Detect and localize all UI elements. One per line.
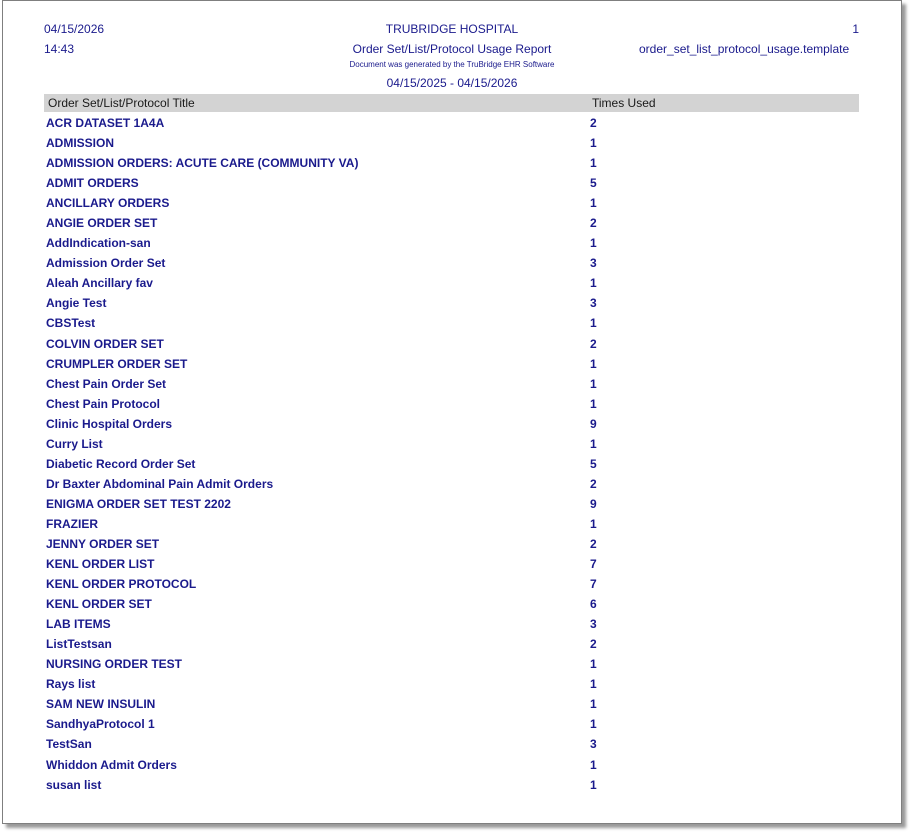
- row-title: Admission Order Set: [46, 256, 166, 271]
- table-row: [3, 314, 901, 334]
- template-name: order_set_list_protocol_usage.template: [639, 42, 850, 56]
- row-times-used: 1: [590, 136, 597, 151]
- table-row: [3, 535, 901, 555]
- row-title: CRUMPLER ORDER SET: [46, 356, 188, 371]
- table-row: [3, 515, 901, 535]
- row-title: ADMIT ORDERS: [46, 176, 139, 191]
- row-times-used: 1: [590, 156, 597, 171]
- row-title: SandhyaProtocol 1: [46, 717, 155, 732]
- table-row: [3, 455, 901, 475]
- row-times-used: 2: [590, 536, 597, 551]
- table-row: [3, 435, 901, 455]
- row-times-used: 3: [590, 617, 597, 632]
- row-times-used: 1: [590, 376, 597, 391]
- row-title: Clinic Hospital Orders: [46, 416, 173, 431]
- row-times-used: 1: [590, 757, 597, 772]
- row-times-used: 2: [590, 216, 597, 231]
- row-title: ANCILLARY ORDERS: [46, 196, 170, 211]
- table-row: [3, 395, 901, 415]
- row-times-used: 1: [590, 236, 597, 251]
- table-row: [3, 114, 901, 134]
- row-times-used: 2: [590, 116, 597, 130]
- row-times-used: 1: [590, 677, 597, 692]
- row-times-used: 1: [590, 196, 597, 211]
- row-times-used: 1: [590, 697, 597, 712]
- row-title: Dr Baxter Abdominal Pain Admit Orders: [46, 476, 274, 491]
- row-title: Aleah Ancillary fav: [46, 276, 153, 291]
- row-times-used: 3: [590, 737, 597, 752]
- table-row: [3, 214, 901, 234]
- row-title: Chest Pain Protocol: [46, 396, 161, 411]
- row-title: Chest Pain Order Set: [46, 376, 167, 391]
- row-times-used: 1: [590, 516, 597, 531]
- table-row: [3, 174, 901, 194]
- row-title: Whiddon Admit Orders: [46, 757, 177, 772]
- row-times-used: 1: [590, 356, 597, 371]
- row-title: Diabetic Record Order Set: [46, 456, 196, 471]
- row-times-used: 1: [590, 436, 597, 451]
- report-date: 04/15/2026: [44, 22, 105, 36]
- table-row: [3, 615, 901, 635]
- row-title: CBSTest: [46, 316, 96, 331]
- row-title: ANGIE ORDER SET: [46, 216, 158, 231]
- row-times-used: 1: [590, 276, 597, 291]
- table-row: [3, 675, 901, 695]
- table-row: [3, 555, 901, 575]
- row-title: susan list: [46, 777, 102, 792]
- row-times-used: 2: [590, 336, 597, 351]
- row-times-used: 2: [590, 476, 597, 491]
- row-times-used: 1: [590, 396, 597, 411]
- table-row: [3, 194, 901, 214]
- row-title: ADMISSION: [46, 136, 115, 151]
- table-row: [3, 335, 901, 355]
- table-row: [3, 375, 901, 395]
- table-row: [3, 254, 901, 274]
- row-title: ADMISSION ORDERS: ACUTE CARE (COMMUNITY VA): [46, 156, 359, 171]
- report-page: [2, 0, 902, 824]
- row-title: ENIGMA ORDER SET TEST 2202: [46, 496, 231, 511]
- row-title: AddIndication-san: [46, 236, 151, 251]
- hospital-name: TRUBRIDGE HOSPITAL: [385, 22, 519, 36]
- row-times-used: 5: [590, 456, 597, 471]
- row-times-used: 7: [590, 577, 597, 592]
- row-times-used: 1: [590, 657, 597, 672]
- table-row: [3, 154, 901, 174]
- row-title: Rays list: [46, 677, 96, 692]
- table-row: [3, 234, 901, 254]
- generated-note: Document was generated by the TruBridge EHR Software: [349, 60, 555, 69]
- table-row: [3, 635, 901, 655]
- row-title: ACR DATASET 1A4A: [46, 116, 165, 130]
- table-row: [3, 475, 901, 495]
- row-title: Angie Test: [46, 296, 107, 311]
- row-title: KENL ORDER SET: [46, 597, 152, 612]
- row-title: Curry List: [46, 436, 103, 451]
- row-times-used: 7: [590, 557, 597, 572]
- date-range: 04/15/2025 - 04/15/2026: [386, 76, 518, 90]
- row-times-used: 1: [590, 777, 597, 792]
- table-row: [3, 134, 901, 154]
- table-row: [3, 595, 901, 615]
- column-header-times-used: Times Used: [592, 96, 656, 110]
- row-title: FRAZIER: [46, 516, 98, 531]
- table-row: [3, 355, 901, 375]
- row-times-used: 3: [590, 256, 597, 271]
- row-title: LAB ITEMS: [46, 617, 111, 632]
- row-times-used: 5: [590, 176, 597, 191]
- row-times-used: 9: [590, 416, 597, 431]
- row-title: COLVIN ORDER SET: [46, 336, 164, 351]
- table-row: [3, 695, 901, 715]
- row-title: KENL ORDER PROTOCOL: [46, 577, 197, 592]
- table-row: [3, 655, 901, 675]
- table-header: [44, 94, 859, 112]
- report-title: Order Set/List/Protocol Usage Report: [352, 42, 552, 56]
- row-title: KENL ORDER LIST: [46, 557, 155, 572]
- table-row: [3, 715, 901, 735]
- table-row: [3, 415, 901, 435]
- row-title: NURSING ORDER TEST: [46, 657, 183, 672]
- row-times-used: 3: [590, 296, 597, 311]
- table-row: [3, 735, 901, 755]
- table-row: [3, 575, 901, 595]
- row-title: TestSan: [46, 737, 92, 752]
- page-number: 1: [852, 22, 859, 36]
- report-time: 14:43: [44, 42, 75, 56]
- table-row: [3, 756, 901, 776]
- table-body: [3, 114, 901, 796]
- table-row: [3, 274, 901, 294]
- row-times-used: 9: [590, 496, 597, 511]
- column-header-title: Order Set/List/Protocol Title: [48, 96, 195, 110]
- table-row: [3, 294, 901, 314]
- row-title: SAM NEW INSULIN: [46, 697, 156, 712]
- table-row: [3, 776, 901, 796]
- row-title: JENNY ORDER SET: [46, 536, 160, 551]
- row-times-used: 1: [590, 316, 597, 331]
- row-times-used: 1: [590, 717, 597, 732]
- row-times-used: 6: [590, 597, 597, 612]
- row-times-used: 2: [590, 637, 597, 652]
- table-row: [3, 495, 901, 515]
- row-title: ListTestsan: [46, 637, 112, 652]
